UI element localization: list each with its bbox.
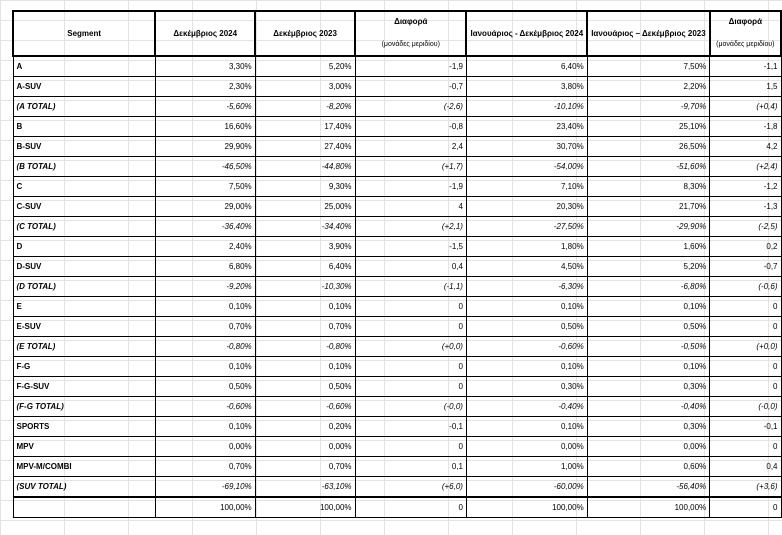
diff-ytd-cell[interactable]: 0: [710, 317, 781, 337]
dec-2023-cell[interactable]: 17,40%: [255, 117, 355, 137]
diff-ytd-cell[interactable]: -1,1: [710, 56, 781, 77]
dec-2024-cell[interactable]: -36,40%: [155, 217, 255, 237]
segment-cell[interactable]: C: [13, 177, 155, 197]
segment-cell[interactable]: B: [13, 117, 155, 137]
segment-cell[interactable]: D-SUV: [13, 257, 155, 277]
dec-2023-cell[interactable]: -0,80%: [255, 337, 355, 357]
diff-month-cell[interactable]: (+1,7): [355, 157, 466, 177]
dec-2024-cell[interactable]: 0,70%: [155, 317, 255, 337]
dec-2023-cell[interactable]: -34,40%: [255, 217, 355, 237]
ytd-2024-cell[interactable]: 1,00%: [466, 457, 587, 477]
table-row-grand-total: [13, 497, 781, 518]
diff-month-cell[interactable]: -1,9: [355, 56, 466, 77]
ytd-2024-cell[interactable]: -27,50%: [466, 217, 587, 237]
dec-2024-cell[interactable]: 0,70%: [155, 457, 255, 477]
table-row: [13, 117, 781, 137]
dec-2024-cell[interactable]: 29,90%: [155, 137, 255, 157]
ytd-2023-cell[interactable]: 0,10%: [587, 297, 710, 317]
dec-2024-cell[interactable]: -9,20%: [155, 277, 255, 297]
dec-2023-cell[interactable]: 0,70%: [255, 317, 355, 337]
diff-ytd-cell[interactable]: (-0,0): [710, 397, 781, 417]
segment-cell[interactable]: (D TOTAL): [13, 277, 155, 297]
ytd-2024-cell[interactable]: 0,50%: [466, 317, 587, 337]
diff-ytd-cell[interactable]: 0: [710, 297, 781, 317]
ytd-2024-cell[interactable]: 23,40%: [466, 117, 587, 137]
ytd-2023-cell[interactable]: 5,20%: [587, 257, 710, 277]
table-header: [13, 11, 781, 56]
segment-cell[interactable]: SPORTS: [13, 417, 155, 437]
grand-total-diff-month-cell[interactable]: 0: [355, 497, 466, 518]
header-diff-ytd-title: Διαφορά: [728, 17, 763, 26]
diff-month-cell[interactable]: -1,9: [355, 177, 466, 197]
ytd-2023-cell[interactable]: -51,60%: [587, 157, 710, 177]
dec-2023-cell[interactable]: -63,10%: [255, 477, 355, 498]
header-diff-month-title: Διαφορά: [394, 17, 428, 26]
table-row: [13, 417, 781, 437]
segment-cell[interactable]: (B TOTAL): [13, 157, 155, 177]
ytd-2024-cell[interactable]: -60,00%: [466, 477, 587, 498]
dec-2023-cell[interactable]: 0,10%: [255, 357, 355, 377]
ytd-2023-cell[interactable]: 0,30%: [587, 377, 710, 397]
diff-ytd-cell[interactable]: (+0,4): [710, 97, 781, 117]
ytd-2024-cell[interactable]: 0,10%: [466, 357, 587, 377]
table-row: [13, 377, 781, 397]
ytd-2024-cell[interactable]: 30,70%: [466, 137, 587, 157]
ytd-2023-cell[interactable]: -6,80%: [587, 277, 710, 297]
segment-cell[interactable]: F-G: [13, 357, 155, 377]
table-row: [13, 437, 781, 457]
diff-ytd-cell[interactable]: 0,4: [710, 457, 781, 477]
table-row-total: [13, 97, 781, 117]
ytd-2024-cell[interactable]: 0,10%: [466, 297, 587, 317]
dec-2023-cell[interactable]: 0,10%: [255, 297, 355, 317]
ytd-2023-cell[interactable]: -0,40%: [587, 397, 710, 417]
segment-cell[interactable]: B-SUV: [13, 137, 155, 157]
diff-month-cell[interactable]: (+6,0): [355, 477, 466, 498]
dec-2024-cell[interactable]: -69,10%: [155, 477, 255, 498]
ytd-2024-cell[interactable]: -6,30%: [466, 277, 587, 297]
ytd-2024-cell[interactable]: -0,40%: [466, 397, 587, 417]
table-row: [13, 297, 781, 317]
segment-cell[interactable]: (F-G TOTAL): [13, 397, 155, 417]
grand-total-segment-cell[interactable]: [13, 497, 155, 518]
dec-2023-cell[interactable]: 0,00%: [255, 437, 355, 457]
ytd-2023-cell[interactable]: 26,50%: [587, 137, 710, 157]
table-row-total: [13, 277, 781, 297]
diff-month-cell[interactable]: (+0,0): [355, 337, 466, 357]
table-row-total: [13, 397, 781, 417]
dec-2024-cell[interactable]: 29,00%: [155, 197, 255, 217]
diff-month-cell[interactable]: 0: [355, 297, 466, 317]
diff-month-cell[interactable]: -0,8: [355, 117, 466, 137]
table-row: [13, 137, 781, 157]
table-row: [13, 77, 781, 97]
ytd-2024-cell[interactable]: -0,60%: [466, 337, 587, 357]
header-diff-month[interactable]: [355, 11, 466, 56]
diff-month-cell[interactable]: 0: [355, 357, 466, 377]
ytd-2023-cell[interactable]: 8,30%: [587, 177, 710, 197]
ytd-2023-cell[interactable]: 0,30%: [587, 417, 710, 437]
dec-2024-cell[interactable]: -0,60%: [155, 397, 255, 417]
ytd-2024-cell[interactable]: -10,10%: [466, 97, 587, 117]
dec-2023-cell[interactable]: 25,00%: [255, 197, 355, 217]
table-row: [13, 357, 781, 377]
diff-ytd-cell[interactable]: (-0,6): [710, 277, 781, 297]
ytd-2023-cell[interactable]: -9,70%: [587, 97, 710, 117]
ytd-2023-cell[interactable]: -0,50%: [587, 337, 710, 357]
dec-2024-cell[interactable]: 0,50%: [155, 377, 255, 397]
diff-ytd-cell[interactable]: -1,8: [710, 117, 781, 137]
ytd-2023-cell[interactable]: 2,20%: [587, 77, 710, 97]
dec-2024-cell[interactable]: 0,00%: [155, 437, 255, 457]
header-dec-2023[interactable]: Δεκέμβριος 2023: [255, 11, 355, 56]
diff-month-cell[interactable]: 0: [355, 437, 466, 457]
dec-2023-cell[interactable]: -8,20%: [255, 97, 355, 117]
diff-month-cell[interactable]: 0: [355, 317, 466, 337]
grand-total-dec-2023-cell[interactable]: 100,00%: [255, 497, 355, 518]
dec-2023-cell[interactable]: 0,70%: [255, 457, 355, 477]
header-diff-ytd-subtitle: (μονάδες μεριδίου): [716, 41, 775, 48]
dec-2023-cell[interactable]: 0,50%: [255, 377, 355, 397]
dec-2024-cell[interactable]: 16,60%: [155, 117, 255, 137]
diff-month-cell[interactable]: (+2,1): [355, 217, 466, 237]
diff-ytd-cell[interactable]: -1,3: [710, 197, 781, 217]
header-row: [13, 11, 781, 56]
table-row: [13, 56, 781, 77]
diff-ytd-cell[interactable]: (+0,0): [710, 337, 781, 357]
ytd-2024-cell[interactable]: 0,30%: [466, 377, 587, 397]
segment-cell[interactable]: (SUV TOTAL): [13, 477, 155, 498]
dec-2024-cell[interactable]: 0,10%: [155, 417, 255, 437]
diff-month-cell[interactable]: 0,1: [355, 457, 466, 477]
ytd-2024-cell[interactable]: 3,80%: [466, 77, 587, 97]
dec-2023-cell[interactable]: 5,20%: [255, 56, 355, 77]
ytd-2023-cell[interactable]: 0,10%: [587, 357, 710, 377]
dec-2024-cell[interactable]: -5,60%: [155, 97, 255, 117]
header-diff-ytd[interactable]: [710, 11, 781, 56]
diff-month-cell[interactable]: (-0,0): [355, 397, 466, 417]
grand-total-dec-2024-cell[interactable]: 100,00%: [155, 497, 255, 518]
dec-2023-cell[interactable]: 0,20%: [255, 417, 355, 437]
grand-total-ytd-2023-cell[interactable]: 100,00%: [587, 497, 710, 518]
dec-2024-cell[interactable]: 7,50%: [155, 177, 255, 197]
diff-ytd-cell[interactable]: (+3,6): [710, 477, 781, 498]
ytd-2023-cell[interactable]: -29,90%: [587, 217, 710, 237]
ytd-2023-cell[interactable]: 7,50%: [587, 56, 710, 77]
table-row-total: [13, 337, 781, 357]
dec-2023-cell[interactable]: 6,40%: [255, 257, 355, 277]
ytd-2023-cell[interactable]: 1,60%: [587, 237, 710, 257]
dec-2024-cell[interactable]: 3,30%: [155, 56, 255, 77]
header-ytd-2024[interactable]: Ιανουάριος - Δεκέμβριος 2024: [466, 11, 587, 56]
segment-cell[interactable]: MPV-M/COMBI: [13, 457, 155, 477]
ytd-2024-cell[interactable]: 6,40%: [466, 56, 587, 77]
diff-ytd-cell[interactable]: 0,2: [710, 237, 781, 257]
dec-2024-cell[interactable]: 0,10%: [155, 357, 255, 377]
diff-month-cell[interactable]: (-1,1): [355, 277, 466, 297]
diff-ytd-cell[interactable]: -0,7: [710, 257, 781, 277]
ytd-2023-cell[interactable]: 21,70%: [587, 197, 710, 217]
dec-2023-cell[interactable]: 27,40%: [255, 137, 355, 157]
segment-cell[interactable]: (E TOTAL): [13, 337, 155, 357]
table-row: [13, 237, 781, 257]
diff-month-cell[interactable]: -1,5: [355, 237, 466, 257]
segment-cell[interactable]: A-SUV: [13, 77, 155, 97]
segment-cell[interactable]: E-SUV: [13, 317, 155, 337]
diff-ytd-cell[interactable]: (-2,5): [710, 217, 781, 237]
segment-cell[interactable]: D: [13, 237, 155, 257]
diff-ytd-cell[interactable]: 4,2: [710, 137, 781, 157]
diff-ytd-cell[interactable]: 0: [710, 437, 781, 457]
dec-2023-cell[interactable]: -44,80%: [255, 157, 355, 177]
ytd-2024-cell[interactable]: 0,00%: [466, 437, 587, 457]
diff-month-cell[interactable]: -0,7: [355, 77, 466, 97]
header-dec-2024[interactable]: Δεκέμβριος 2024: [155, 11, 255, 56]
table-row: [13, 197, 781, 217]
segment-cell[interactable]: A: [13, 56, 155, 77]
diff-month-cell[interactable]: -0,1: [355, 417, 466, 437]
header-segment[interactable]: Segment: [13, 11, 155, 56]
dec-2024-cell[interactable]: -0,80%: [155, 337, 255, 357]
diff-month-cell[interactable]: 0: [355, 377, 466, 397]
table-row: [13, 457, 781, 477]
diff-month-cell[interactable]: 0,4: [355, 257, 466, 277]
segment-cell[interactable]: (A TOTAL): [13, 97, 155, 117]
diff-month-cell[interactable]: (-2,6): [355, 97, 466, 117]
segment-cell[interactable]: MPV: [13, 437, 155, 457]
dec-2024-cell[interactable]: -46,50%: [155, 157, 255, 177]
table-body: [13, 56, 781, 518]
segment-share-table: [12, 10, 782, 518]
dec-2024-cell[interactable]: 6,80%: [155, 257, 255, 277]
ytd-2023-cell[interactable]: -56,40%: [587, 477, 710, 498]
dec-2023-cell[interactable]: 9,30%: [255, 177, 355, 197]
ytd-2024-cell[interactable]: 1,80%: [466, 237, 587, 257]
ytd-2024-cell[interactable]: 7,10%: [466, 177, 587, 197]
segment-cell[interactable]: (C TOTAL): [13, 217, 155, 237]
diff-month-cell[interactable]: 4: [355, 197, 466, 217]
diff-month-cell[interactable]: 2,4: [355, 137, 466, 157]
header-diff-month-subtitle: (μονάδες μεριδίου): [381, 41, 440, 48]
ytd-2023-cell[interactable]: 0,60%: [587, 457, 710, 477]
dec-2023-cell[interactable]: 3,00%: [255, 77, 355, 97]
segment-cell[interactable]: F-G-SUV: [13, 377, 155, 397]
grand-total-diff-ytd-cell[interactable]: 0: [710, 497, 781, 518]
table-row: [13, 177, 781, 197]
table-row-total: [13, 217, 781, 237]
ytd-2024-cell[interactable]: 4,50%: [466, 257, 587, 277]
ytd-2023-cell[interactable]: 0,50%: [587, 317, 710, 337]
dec-2024-cell[interactable]: 2,40%: [155, 237, 255, 257]
segment-cell[interactable]: C-SUV: [13, 197, 155, 217]
dec-2023-cell[interactable]: 3,90%: [255, 237, 355, 257]
table-row: [13, 317, 781, 337]
dec-2023-cell[interactable]: -10,30%: [255, 277, 355, 297]
diff-ytd-cell[interactable]: (+2,4): [710, 157, 781, 177]
diff-ytd-cell[interactable]: 0: [710, 357, 781, 377]
ytd-2024-cell[interactable]: 20,30%: [466, 197, 587, 217]
table-row: [13, 257, 781, 277]
header-ytd-2023[interactable]: Ιανουάριος – Δεκέμβριος 2023: [587, 11, 710, 56]
ytd-2024-cell[interactable]: -54,00%: [466, 157, 587, 177]
ytd-2023-cell[interactable]: 0,00%: [587, 437, 710, 457]
table-row-total: [13, 477, 781, 498]
ytd-2023-cell[interactable]: 25,10%: [587, 117, 710, 137]
segment-cell[interactable]: E: [13, 297, 155, 317]
grand-total-ytd-2024-cell[interactable]: 100,00%: [466, 497, 587, 518]
table-row-total: [13, 157, 781, 177]
ytd-2024-cell[interactable]: 0,10%: [466, 417, 587, 437]
diff-ytd-cell[interactable]: -1,2: [710, 177, 781, 197]
dec-2023-cell[interactable]: -0,60%: [255, 397, 355, 417]
diff-ytd-cell[interactable]: -0,1: [710, 417, 781, 437]
dec-2024-cell[interactable]: 0,10%: [155, 297, 255, 317]
diff-ytd-cell[interactable]: 0: [710, 377, 781, 397]
diff-ytd-cell[interactable]: 1,5: [710, 77, 781, 97]
dec-2024-cell[interactable]: 2,30%: [155, 77, 255, 97]
